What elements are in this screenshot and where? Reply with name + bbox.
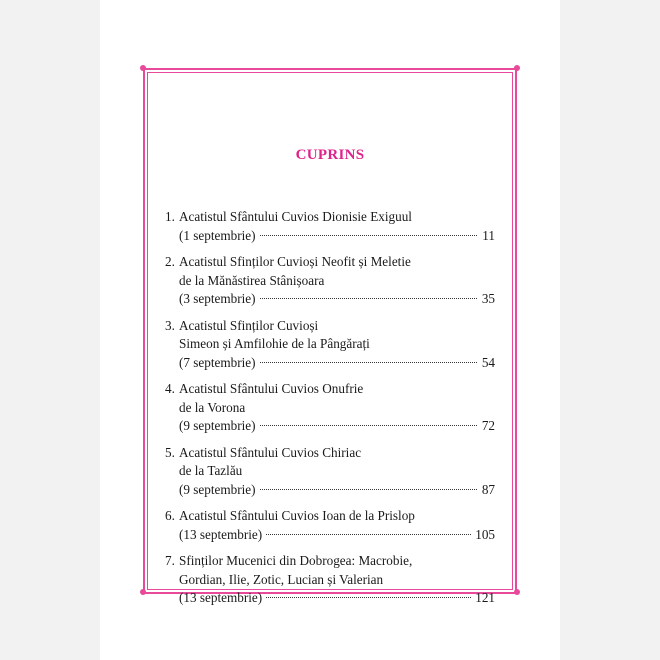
dot-leader [260,298,477,299]
entry-date: (9 septembrie) [179,418,256,433]
toc-entry [165,208,495,245]
entry-number: 7. [165,553,175,568]
entry-page-number: 72 [481,418,495,433]
border-corner-ornament [514,589,520,595]
border-corner-ornament [514,65,520,71]
dot-leader [260,425,477,426]
dot-leader [266,534,471,535]
entry-number: 2. [165,254,175,269]
entry-title-continued: Gordian, Ilie, Zotic, Lucian și Valerian [179,571,384,587]
dot-leader [266,597,471,598]
entry-title: Acatistul Sfinților Cuvioși [179,317,319,333]
entry-title: Sfinților Mucenici din Dobrogea: Macrobie, [179,553,413,568]
toc-entry [165,444,495,500]
entry-number: 1. [165,209,175,224]
entry-title-continued: de la Mănăstirea Stânișoara [179,272,325,288]
entry-page-number: 35 [481,291,495,306]
entry-page-number: 54 [481,354,495,370]
border-corner-ornament [140,589,146,595]
table-of-contents [165,208,495,616]
entry-date: (7 septembrie) [179,354,256,370]
toc-entry [165,380,495,436]
entry-date: (1 septembrie) [179,227,256,243]
entry-title-continued: Simeon și Amfilohie de la Pângărați [179,336,370,351]
entry-date: (9 septembrie) [179,481,256,497]
entry-page-number: 105 [475,526,495,542]
entry-date: (13 septembrie) [179,526,263,542]
toc-entry [165,507,495,544]
entry-page-number: 87 [481,481,495,497]
entry-page-number: 11 [482,227,495,243]
dot-leader [260,235,477,236]
entry-title: Acatistul Sfântului Cuvios Dionisie Exiguul [179,209,412,224]
entry-date: (13 septembrie) [179,590,263,605]
entry-number: 3. [165,317,175,333]
entry-title-continued: de la Tazlău [179,463,243,478]
entry-title: Acatistul Sfântului Cuvios Chiriac [179,444,362,460]
entry-number: 4. [165,381,175,396]
entry-page-number: 121 [475,590,495,605]
dot-leader [260,362,477,363]
toc-entry [165,317,495,373]
entry-title-continued: de la Vorona [179,399,246,415]
entry-title: Acatistul Sfântului Cuvios Onufrie [179,381,364,396]
border-corner-ornament [140,65,146,71]
dot-leader [260,489,477,490]
entry-title: Acatistul Sfântului Cuvios Ioan de la Prislop [179,508,415,523]
entry-number: 6. [165,508,175,523]
entry-title: Acatistul Sfinților Cuvioși Neofit și Meletie [179,254,411,269]
entry-number: 5. [165,444,175,460]
toc-entry [165,552,495,608]
entry-date: (3 septembrie) [179,291,256,306]
toc-entry [165,253,495,309]
page-title: CUPRINS [295,147,365,163]
